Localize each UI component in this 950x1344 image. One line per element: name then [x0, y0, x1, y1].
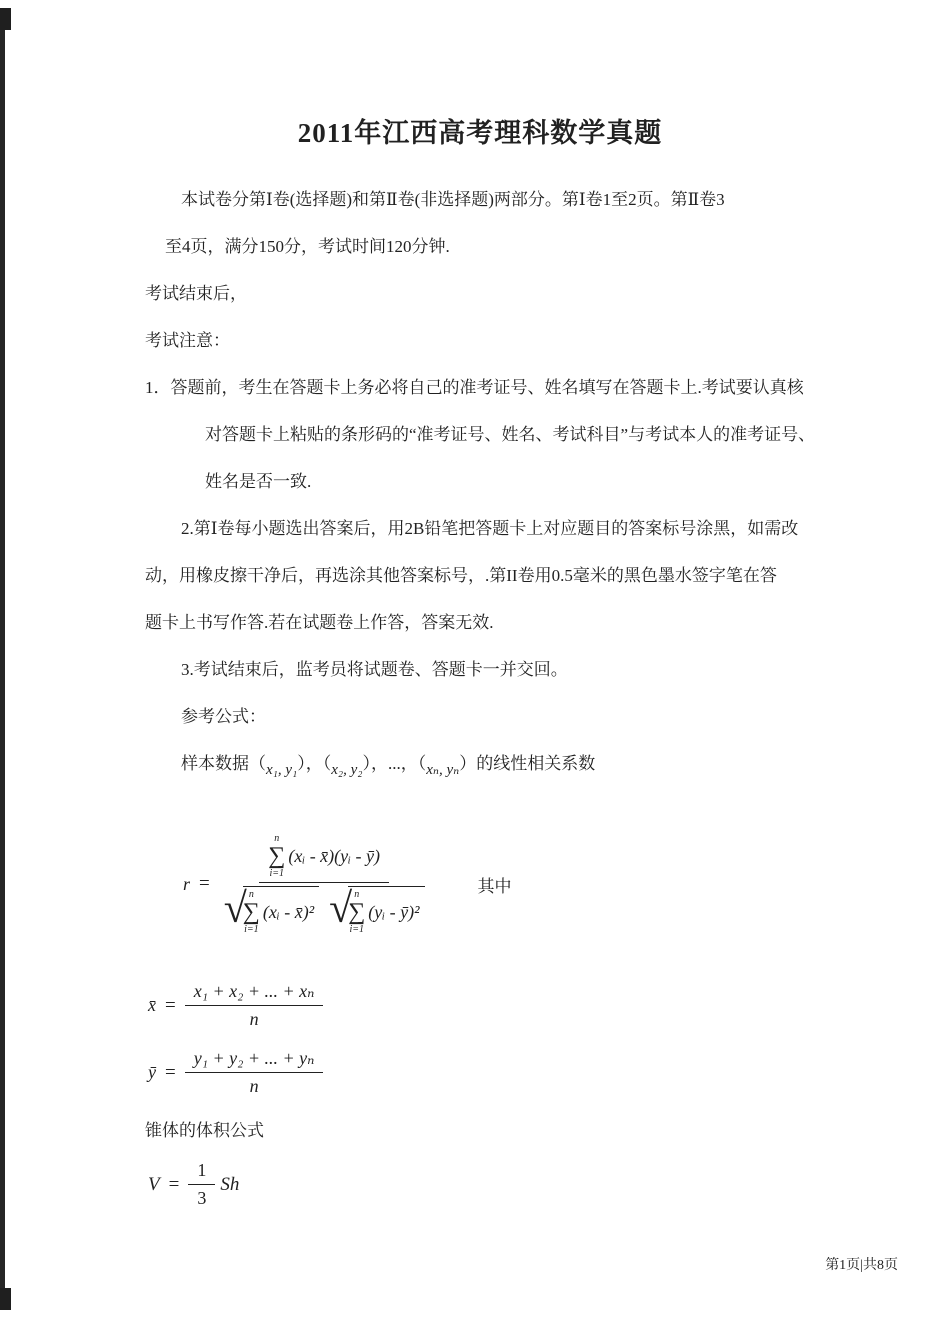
equals-sign: = — [168, 1173, 180, 1195]
scan-edge-mark-top — [0, 8, 11, 30]
summation-symbol — [243, 889, 260, 935]
radical-symbol: √ — [223, 886, 247, 932]
equals-sign: = — [199, 873, 210, 894]
sample-prefix: 样本数据（ — [181, 754, 266, 773]
sample-pair-2: x₂, y₂ — [331, 762, 363, 778]
sqrt-expression-x — [224, 886, 319, 935]
fraction-numerator — [185, 981, 324, 1006]
summation-symbol — [268, 833, 285, 879]
formula-y-mean — [148, 1048, 815, 1097]
body-line: 3.考试结束后，监考员将试题卷、答题卡一并交回。 — [181, 660, 568, 679]
radical-symbol: √ — [329, 886, 353, 932]
fraction-denominator — [197, 1185, 206, 1209]
body-line: 2.第Ⅰ卷每小题选出答案后，用2B铅笔把答题卡上对应题目的答案标号涂黑，如需改 — [181, 519, 799, 538]
sqrt-body — [243, 886, 319, 935]
formula-x-mean — [148, 981, 815, 1030]
sum-lower-limit: i=1 — [244, 924, 259, 935]
sigma-glyph: ∑ — [268, 843, 286, 869]
sum-upper-limit: n — [354, 889, 360, 900]
ybar-denominator: n — [249, 1076, 259, 1096]
sum-upper-limit: n — [248, 889, 254, 900]
side-note: 其中 — [477, 876, 512, 896]
body-line: 参考公式： — [181, 707, 266, 726]
denominator-term-x: (xᵢ - x̄)² — [262, 901, 315, 922]
sigma-glyph: ∑ — [348, 899, 366, 925]
sample-mid-1: ），（ — [297, 754, 332, 773]
sqrt-expression-y — [329, 886, 424, 935]
denominator-term-y: (yᵢ - ȳ)² — [368, 901, 420, 922]
fraction — [219, 833, 430, 935]
formula-lhs-xbar: x̄ — [148, 995, 156, 1015]
xbar-numerator: x₁ + x₂ + ... + xₙ — [193, 981, 315, 1001]
scan-edge-line — [0, 30, 5, 1292]
sample-data-line — [181, 740, 815, 789]
fraction-numerator — [188, 1160, 215, 1185]
page-title: 2011年江西高考理科数学真题 — [297, 118, 663, 148]
fraction-numerator — [185, 1048, 324, 1073]
page-number: 第1页|共8页 — [825, 1258, 898, 1273]
body-line: 本试卷分第Ⅰ卷(选择题)和第Ⅱ卷(非选择题)两部分。第Ⅰ卷1至2页。第Ⅱ卷3 — [181, 190, 725, 209]
body-line: 动，用橡皮擦干净后，再选涂其他答案标号，.第II卷用0.5毫米的黑色墨水签字笔在答 — [145, 566, 777, 585]
formula-lhs-ybar: ȳ — [148, 1062, 156, 1082]
fraction — [185, 981, 324, 1030]
summation-symbol — [348, 889, 365, 935]
body-line: 考试注意： — [145, 331, 230, 350]
body-line: 题卡上书写作答.若在试题卷上作答，答案无效. — [145, 613, 494, 632]
volume-frac-den: 3 — [197, 1188, 207, 1208]
numerator-expression: (xᵢ - x̄)(yᵢ - ȳ) — [288, 845, 380, 866]
sum-lower-limit: i=1 — [269, 868, 285, 879]
body-line: 考试结束后， — [145, 284, 247, 303]
body-line: 姓名是否一致. — [205, 472, 312, 491]
fraction-denominator — [250, 1073, 259, 1097]
sigma-glyph: ∑ — [242, 899, 260, 925]
volume-rhs: Sh — [220, 1173, 240, 1195]
fraction — [188, 1160, 215, 1209]
scan-edge-mark-bottom — [0, 1288, 11, 1310]
fraction-numerator — [259, 833, 389, 883]
sample-pair-n: xₙ, yₙ — [426, 762, 460, 778]
body-line: 对答题卡上粘贴的条形码的“准考证号、姓名、考试科目”与考试本人的准考证号、 — [205, 425, 816, 444]
sum-upper-limit: n — [274, 833, 280, 844]
xbar-denominator: n — [249, 1009, 259, 1029]
body-line: 至4页，满分150分，考试时间120分钟. — [165, 237, 450, 256]
equals-sign: = — [165, 1061, 176, 1083]
fraction-denominator — [219, 883, 430, 935]
sample-mid-2: ），...，（ — [362, 754, 427, 773]
sample-pair-1: x₁, y₁ — [266, 762, 298, 778]
sample-suffix: ）的线性相关系数 — [459, 754, 596, 773]
formula-correlation-r — [183, 833, 815, 935]
fraction-denominator — [250, 1006, 259, 1030]
formula-lhs-v: V — [148, 1173, 160, 1195]
cone-volume-label: 锥体的体积公式 — [145, 1121, 264, 1140]
equals-sign: = — [165, 994, 176, 1016]
sqrt-body — [348, 886, 424, 935]
fraction — [185, 1048, 324, 1097]
sum-lower-limit: i=1 — [349, 924, 364, 935]
formula-lhs-r: r — [183, 873, 191, 894]
ybar-numerator: y₁ + y₂ + ... + yₙ — [193, 1048, 315, 1068]
volume-frac-num: 1 — [197, 1160, 207, 1180]
formula-cone-volume — [148, 1160, 815, 1209]
body-line: 1．答题前，考生在答题卡上务必将自己的准考证号、姓名填写在答题卡上.考试要认真核 — [145, 378, 804, 397]
